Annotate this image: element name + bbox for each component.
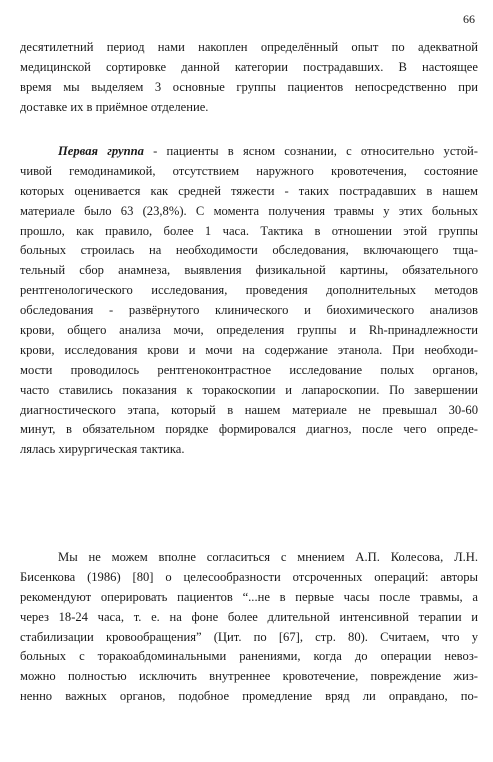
text-line: диагностического этапа, который в нашем материале не превышал 30-60: [20, 402, 478, 417]
paragraph-first-group: [20, 142, 478, 460]
text-line: тельный сбор анамнеза, выявления физикальной картины, обязательного: [20, 263, 478, 278]
text-line: можно полностью исключить внутреннее кровотечение, повреждение жиз-: [20, 669, 478, 684]
text-line: стабилизации кровообращения” (Цит. по [67], стр. 80). Считаем, что у: [20, 629, 478, 644]
text-line: чивой гемодинамикой, отсутствием наружного кровотечения, состояние: [20, 163, 478, 178]
text-line: которых оценивается как средней тяжести - таких пострадавших в нашем: [20, 183, 478, 198]
text-line: минут, в обязательном порядке формировался диагноз, после чего опреде-: [20, 422, 478, 437]
text-line: часто ставились показания к торакоскопии и лапароскопии. По завершении: [20, 382, 478, 397]
text-line: Бисенкова (1986) [80] о целесообразности отсроченных операций: авторы: [20, 569, 478, 584]
paragraph-intro: [20, 38, 478, 118]
text-line: лялась хирургическая тактика.: [20, 442, 185, 457]
paragraph-discussion: [20, 548, 478, 707]
text-line: [20, 142, 478, 162]
text-line: рекомендуют оперировать пациентов “...не в первые часы после травмы, а: [20, 589, 478, 604]
text-line: рентгенологического исследования, проведения дополнительных методов: [20, 283, 478, 298]
text-line: медицинской сортировке данной категории пострадавших. В настоящее: [20, 59, 478, 74]
text-line: обследования - развёрнутого клинического и биохимического анализов: [20, 303, 478, 318]
group-heading: Первая группа: [58, 144, 144, 158]
text-line: через 18-24 часа, т. е. на фоне более длительной интенсивной терапии и: [20, 609, 478, 624]
text-line: крови, исследования крови и мочи на содержание этанола. При необходи-: [20, 342, 478, 357]
text-line: прошло, как правило, более 1 часа. Тактика в отношении этой группы: [20, 223, 478, 238]
text-line: больных строилась на необходимости обследования, включающего тща-: [20, 243, 478, 258]
text-fragment: - пациенты в ясном сознании, с относительно устой-: [143, 144, 478, 158]
text-line: мости проводилось рентгеноконтрастное исследование полых органов,: [20, 362, 478, 377]
text-line: десятилетний период нами накоплен определённый опыт по адекватной: [20, 40, 478, 54]
text-line: материале было 63 (23,8%). С момента получения травмы у этих больных: [20, 203, 478, 218]
text-line: больных с торакоабдоминальными ранениями, когда до операции невоз-: [20, 649, 478, 664]
page-number: 66: [463, 12, 475, 26]
text-line: время мы выделяем 3 основные группы пациентов непосредственно при: [20, 79, 478, 94]
text-line: Мы не можем вполне согласиться с мнением А.П. Колесова, Л.Н.: [58, 550, 478, 564]
text-line: крови, общего анализа мочи, определения группы и Rh-принадлежности: [20, 323, 478, 338]
text-line: ненно важных органов, подобное промедление вряд ли оправдано, по-: [20, 689, 478, 704]
text-line: доставке их в приёмное отделение.: [20, 99, 209, 114]
